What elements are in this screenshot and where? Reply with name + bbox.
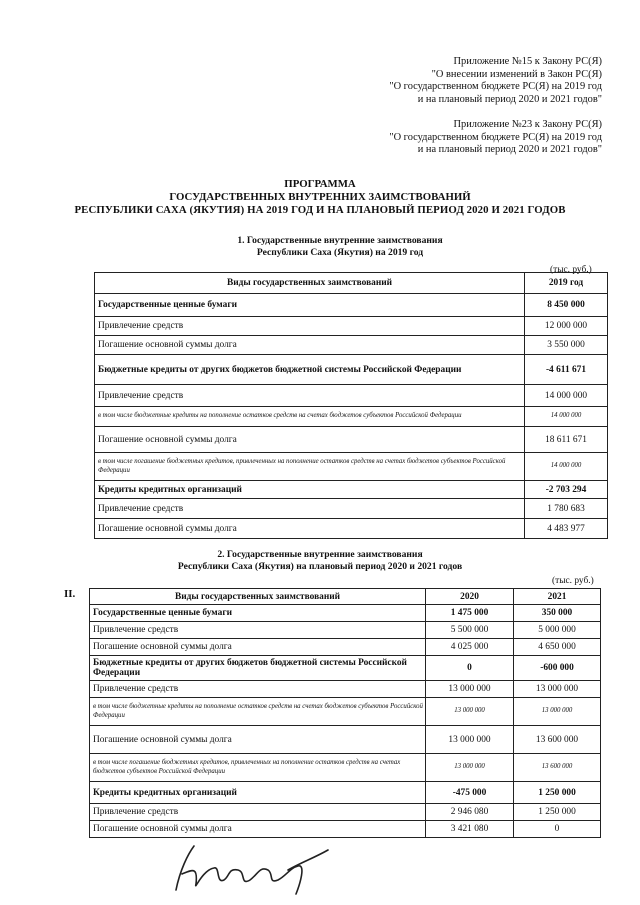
table-row [90,754,601,782]
table-row [95,481,608,499]
table-body [95,294,608,539]
title-line: ПРОГРАММА [284,178,356,190]
row-label: Государственные ценные бумаги [95,294,525,317]
value-2021: 13 600 000 [514,754,601,782]
row-label: Погашение основной суммы долга [90,726,426,754]
row-label: Кредиты кредитных организаций [95,481,525,499]
borrowing-table-2019 [94,272,608,539]
appendix-line: "О внесении изменений в Закон РС(Я) [431,68,602,80]
appendix-line: и на плановый период 2020 и 2021 годов" [417,144,602,156]
value-2019: -4 611 671 [525,355,608,385]
value-2019: 18 611 671 [525,427,608,453]
table-row [90,656,601,681]
table-row [90,821,601,838]
roman-numeral-mark: II. [64,588,76,600]
row-label: в том числе бюджетные кредиты на пополнение остатков средств на счетах бюджетов субъектов Российской Федерации [90,698,426,726]
value-2021: -600 000 [514,656,601,681]
value-2021: 5 000 000 [514,622,601,639]
table-row [95,355,608,385]
borrowing-table-2020-2021 [89,588,601,838]
row-label: Погашение основной суммы долга [95,519,525,539]
value-2020: 1 475 000 [426,605,514,622]
value-2019: 3 550 000 [525,336,608,355]
table-row [90,681,601,698]
section-1-heading [120,235,560,259]
row-label: Погашение основной суммы долга [95,427,525,453]
row-label: Государственные ценные бумаги [90,605,426,622]
section-heading-line: 2. Государственные внутренние заимствования [217,549,423,560]
value-2019: -2 703 294 [525,481,608,499]
value-2020: 13 000 000 [426,681,514,698]
column-header: Виды государственных заимствований [95,273,525,294]
value-2021: 13 000 000 [514,698,601,726]
table-row [95,317,608,336]
table-body [90,605,601,838]
row-label: Привлечение средств [90,622,426,639]
row-label: в том числе бюджетные кредиты на пополнение остатков средств на счетах бюджетов субъектов Российской Федерации [95,407,525,427]
column-header: 2019 год [525,273,608,294]
value-2020: 5 500 000 [426,622,514,639]
row-label: Погашение основной суммы долга [90,639,426,656]
table-row [90,622,601,639]
column-header: Виды государственных заимствований [90,589,426,605]
column-header: 2021 [514,589,601,605]
row-label: в том числе погашение бюджетных кредитов, привлеченных на пополнение остатков средств на счетах бюджетов субъектов Российской Федерации [90,754,426,782]
table-row [95,407,608,427]
value-2020: 13 000 000 [426,698,514,726]
value-2020: 0 [426,656,514,681]
section-heading-line: Республики Саха (Якутия) на 2019 год [256,247,424,258]
section-heading-line: Республики Саха (Якутия) на плановый период 2020 и 2021 годов [177,561,463,572]
row-label: Погашение основной суммы долга [90,821,426,838]
value-2021: 13 600 000 [514,726,601,754]
appendix-line: "О государственном бюджете РС(Я) на 2019 год [389,131,602,143]
value-2020: -475 000 [426,782,514,804]
value-2021: 4 650 000 [514,639,601,656]
appendix-line: Приложение №23 к Закону РС(Я) [453,119,602,130]
value-2019: 12 000 000 [525,317,608,336]
value-2019: 8 450 000 [525,294,608,317]
row-label: Привлечение средств [95,385,525,407]
row-label: Привлечение средств [95,499,525,519]
table-row [90,698,601,726]
appendix-note-2 [389,119,602,157]
unit-label: (тыс. руб.) [550,265,592,275]
value-2019: 14 000 000 [525,385,608,407]
row-label: Привлечение средств [90,804,426,821]
value-2020: 4 025 000 [426,639,514,656]
table-row [95,499,608,519]
value-2021: 0 [514,821,601,838]
table-row [90,605,601,622]
table-row [95,453,608,481]
table-row [90,782,601,804]
table-row [95,336,608,355]
value-2020: 3 421 080 [426,821,514,838]
value-2019: 1 780 683 [525,499,608,519]
row-label: в том числе погашение бюджетных кредитов, привлеченных на пополнение остатков средств на счетах бюджетов субъектов Российской Федерации [95,453,525,481]
value-2021: 1 250 000 [514,782,601,804]
unit-label: (тыс. руб.) [552,576,594,586]
value-2019: 14 000 000 [525,407,608,427]
value-2020: 13 000 000 [426,754,514,782]
table-row [90,639,601,656]
table-row [95,427,608,453]
appendix-line: "О государственном бюджете РС(Я) на 2019 год [389,81,602,93]
row-label: Привлечение средств [95,317,525,336]
row-label: Бюджетные кредиты от других бюджетов бюджетной системы Российской Федерации [95,355,525,385]
row-label: Привлечение средств [90,681,426,698]
table-row [90,726,601,754]
table-row [95,294,608,317]
table-row [95,385,608,407]
row-label: Бюджетные кредиты от других бюджетов бюджетной системы Российской Федерации [90,656,426,681]
value-2021: 13 000 000 [514,681,601,698]
section-heading-line: 1. Государственные внутренние заимствования [237,235,443,246]
value-2021: 350 000 [514,605,601,622]
section-2-heading [90,549,550,573]
value-2021: 1 250 000 [514,804,601,821]
table-row [90,804,601,821]
appendix-line: Приложение №15 к Закону РС(Я) [453,56,602,67]
table-row [95,519,608,539]
appendix-line: и на плановый период 2020 и 2021 годов" [417,93,602,105]
value-2019: 4 483 977 [525,519,608,539]
value-2020: 13 000 000 [426,726,514,754]
value-2019: 14 000 000 [525,453,608,481]
title-line: РЕСПУБЛИКИ САХА (ЯКУТИЯ) НА 2019 ГОД И НА ПЛАНОВЫЙ ПЕРИОД 2020 И 2021 ГОДОВ [74,204,566,216]
value-2020: 2 946 080 [426,804,514,821]
signature [168,840,338,898]
column-header: 2020 [426,589,514,605]
row-label: Погашение основной суммы долга [95,336,525,355]
title-line: ГОСУДАРСТВЕННЫХ ВНУТРЕННИХ ЗАИМСТВОВАНИЙ [169,191,471,203]
row-label: Кредиты кредитных организаций [90,782,426,804]
document-title [0,178,640,217]
appendix-note-1 [389,56,602,106]
